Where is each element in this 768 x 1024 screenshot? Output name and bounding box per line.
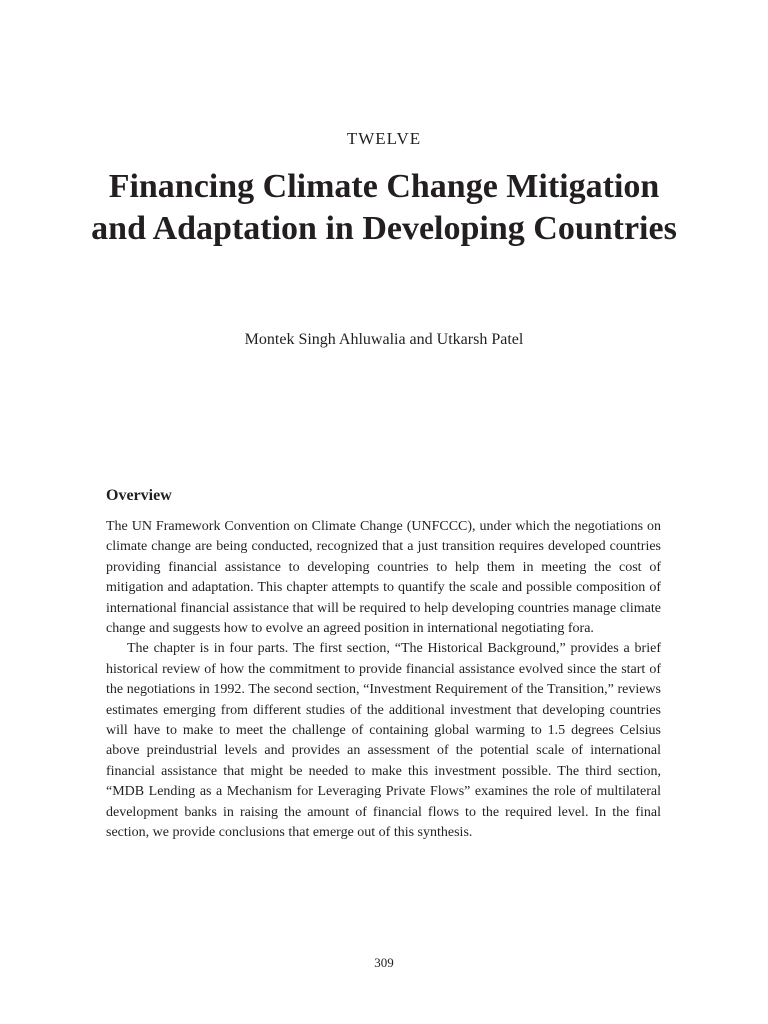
overview-paragraph-2: The chapter is in four parts. The first section, “The Historical Background,” provides a brief historical review of how the commitment to provide financial assistance evolved since the start of the negotiations in 1992. The second section, “Investment Requirement of the Transition,” reviews estimates emerging from different studies of the additional investment that developing countries will have to make to meet the challenge of containing global warming to 1.5 degrees Celsius above preindustrial levels and provides an assessment of the potential scale of international financial assistance that might be needed to make this investment possible. The third section, “MDB Lending as a Mechanism for Leveraging Private Flows” examines the role of multilateral development banks in raising the amount of financial flows to the required level. In the final section, we provide conclusions that emerge out of this synthesis. — [106, 641, 661, 841]
section-heading-overview: Overview — [106, 487, 172, 504]
overview-paragraph-1: The UN Framework Convention on Climate Change (UNFCCC), under which the negotiations on climate change are being conducted, recognized that a just transition requires developed countries providing financial assistance to developing countries to help them in meeting the cost of mitigation and adaptation. This chapter attempts to quantify the scale and possible composition of international financial assistance that will be required to help developing countries manage climate change and suggests how to evolve an agreed position in international negotiating fora. — [106, 519, 661, 637]
page-number: 309 — [374, 955, 394, 970]
chapter-number-label: TWELVE — [346, 129, 422, 148]
chapter-authors: Montek Singh Ahluwalia and Utkarsh Patel — [244, 331, 524, 348]
overview-body — [106, 517, 661, 844]
chapter-title: Financing Climate Change Mitigation and Adaptation in Developing Countries — [91, 168, 677, 247]
